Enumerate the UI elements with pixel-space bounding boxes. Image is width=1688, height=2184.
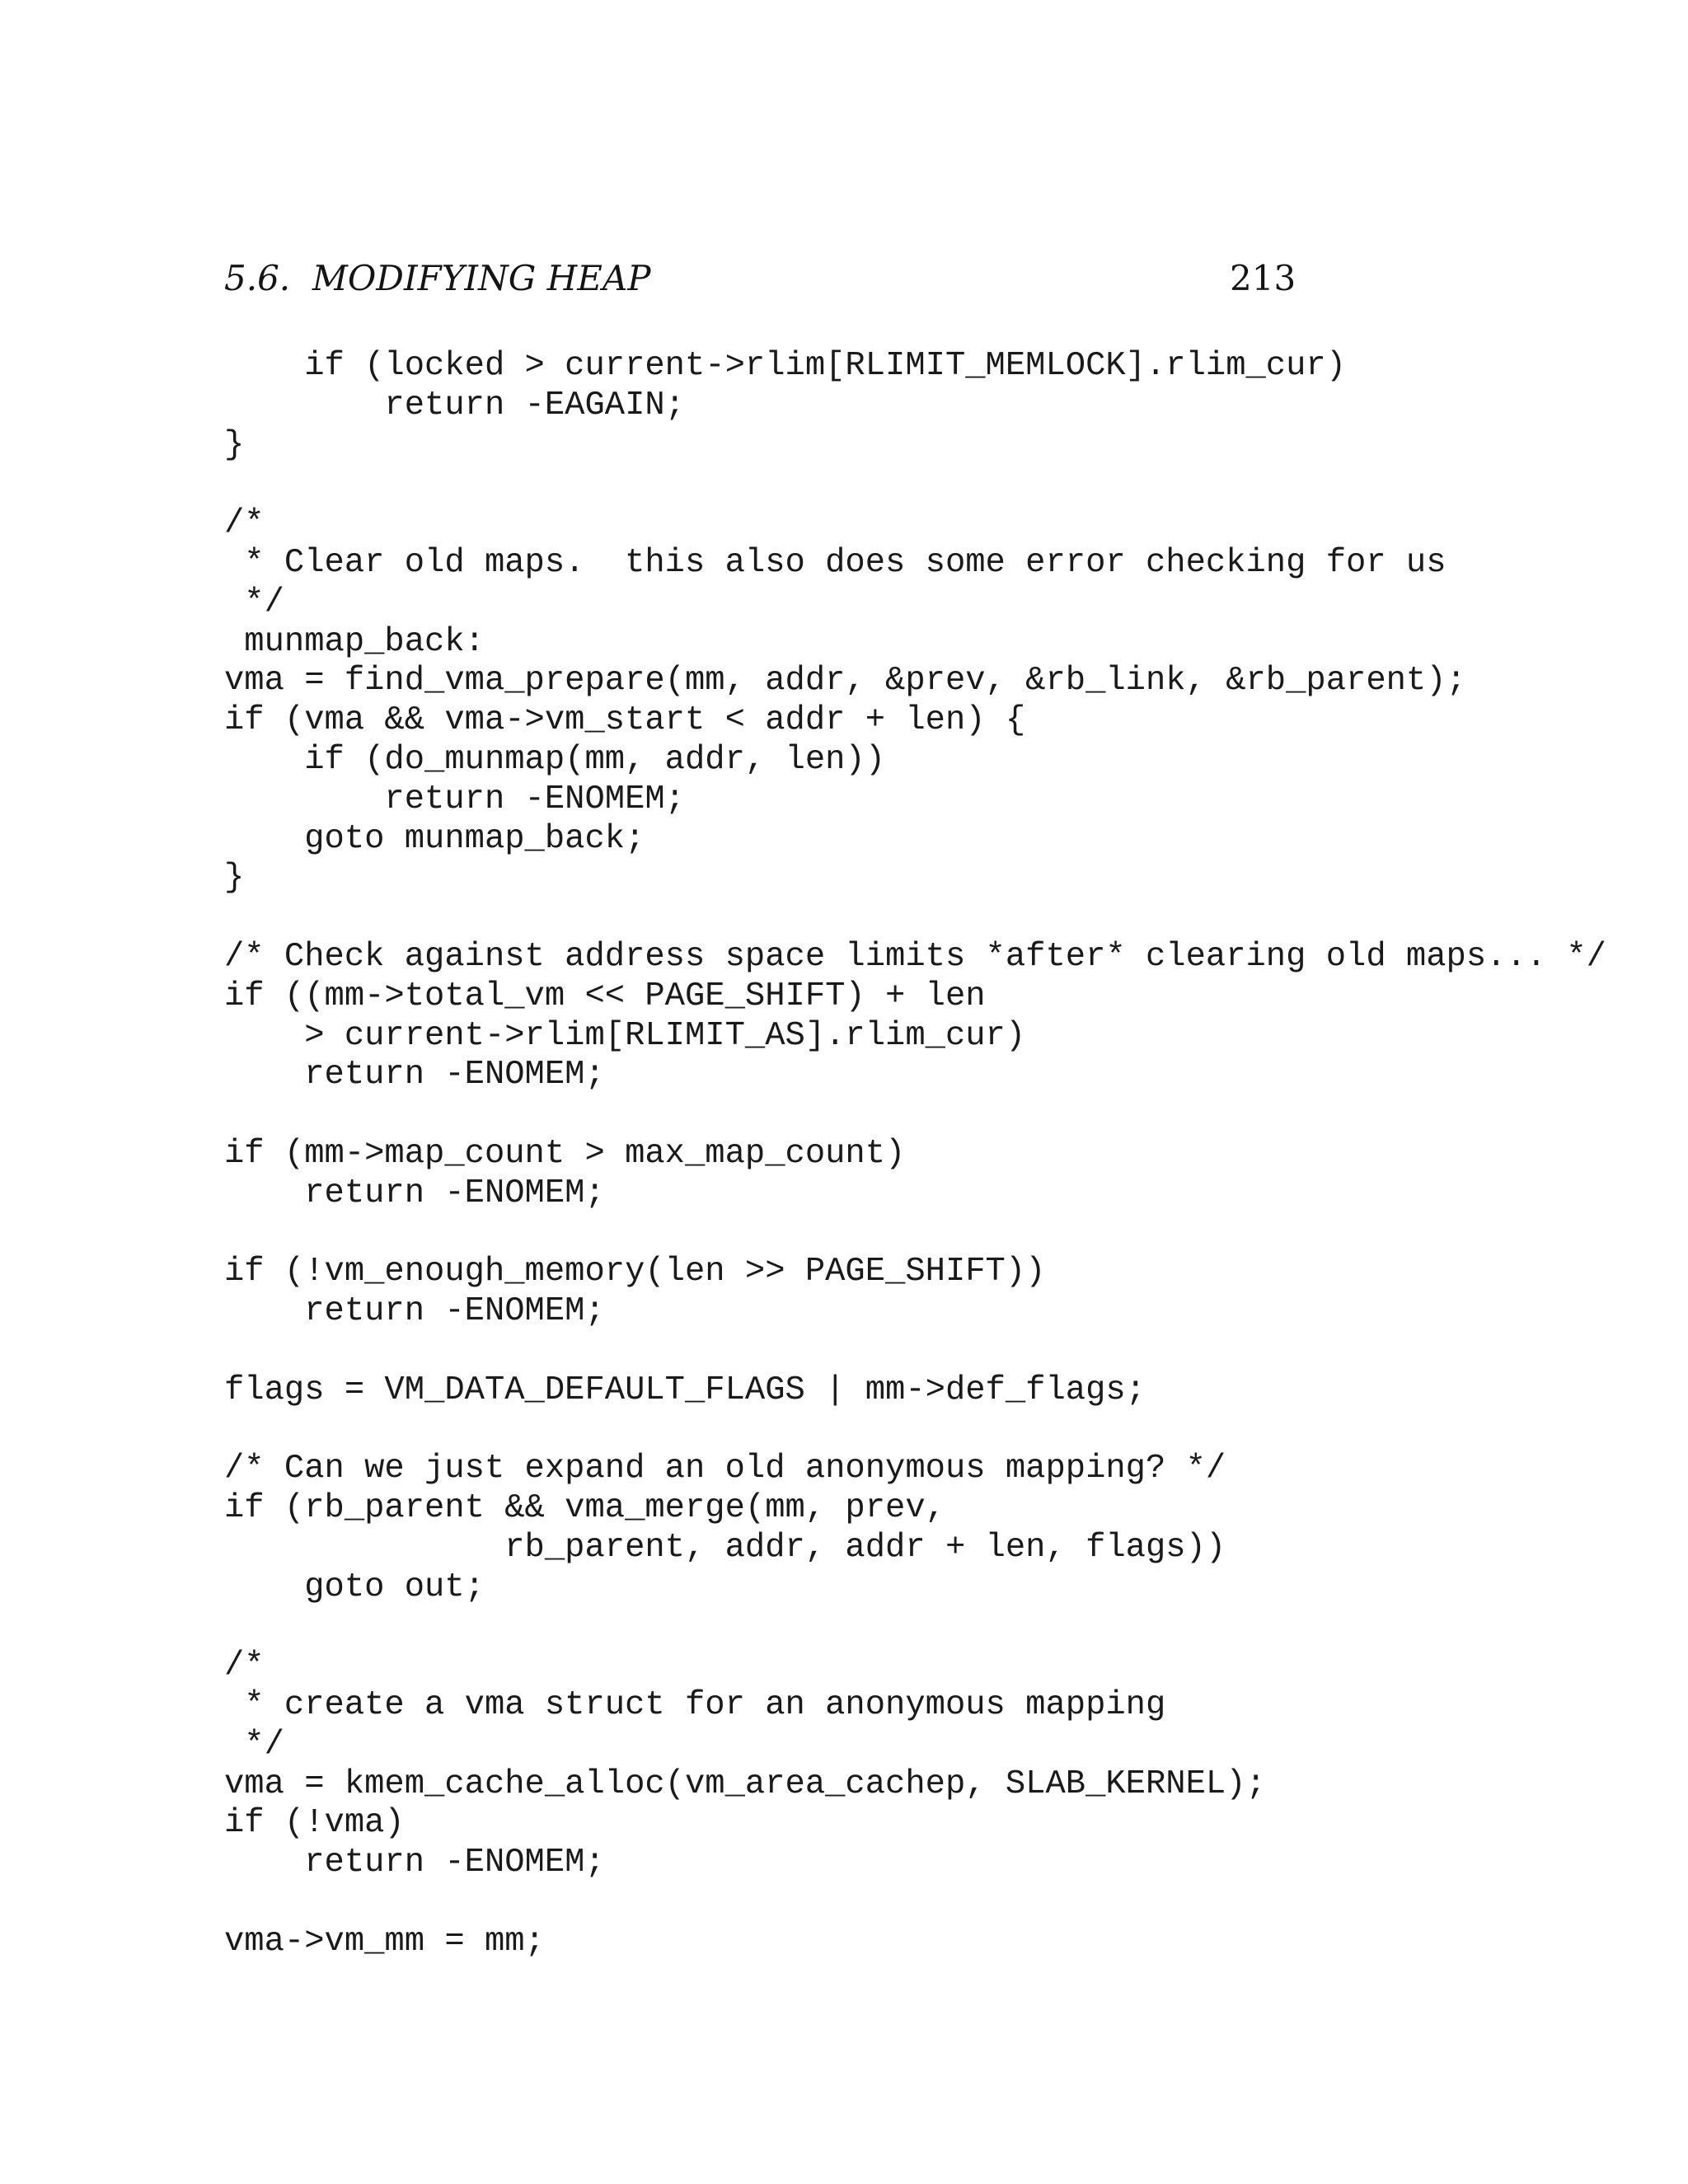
code-line: * Clear old maps. this also does some error checking for us xyxy=(224,543,1447,582)
section-title: 5.6. MODIFYING HEAP xyxy=(224,258,651,298)
code-line: return -ENOMEM; xyxy=(224,1292,605,1331)
code-line xyxy=(224,465,1606,504)
code-line: */ xyxy=(224,1725,284,1764)
code-line: /* xyxy=(224,504,265,543)
code-line: > current->rlim[RLIMIT_AS].rlim_cur) xyxy=(224,1016,1026,1055)
code-line: vma = find_vma_prepare(mm, addr, &prev, &rb_link, &rb_parent); xyxy=(224,662,1466,701)
code-line: if (mm->map_count > max_map_count) xyxy=(224,1134,906,1173)
code-line: vma = kmem_cache_alloc(vm_area_cachep, SLAB_KERNEL); xyxy=(224,1765,1266,1803)
code-line: return -ENOMEM; xyxy=(224,1844,605,1882)
code-line xyxy=(224,1608,1606,1647)
code-line: if ((mm->total_vm << PAGE_SHIFT) + len xyxy=(224,977,986,1015)
code-line: return -ENOMEM; xyxy=(224,1174,605,1212)
code-line xyxy=(224,1214,1606,1254)
code-line: goto munmap_back; xyxy=(224,819,645,858)
code-line: if (vma && vma->vm_start < addr + len) { xyxy=(224,701,1026,740)
code-line: if (!vma) xyxy=(224,1804,405,1843)
code-line: } xyxy=(224,425,245,464)
code-line: goto out; xyxy=(224,1568,485,1606)
code-line xyxy=(224,1411,1606,1451)
code-line: if (rb_parent && vma_merge(mm, prev, xyxy=(224,1489,945,1528)
code-listing xyxy=(224,347,1606,1962)
code-line: * create a vma struct for an anonymous mapping xyxy=(224,1686,1166,1725)
code-line: if (!vm_enough_memory(len >> PAGE_SHIFT)) xyxy=(224,1253,1046,1291)
code-line xyxy=(224,1332,1606,1371)
code-line: flags = VM_DATA_DEFAULT_FLAGS | mm->def_flags; xyxy=(224,1371,1146,1409)
code-line: if (do_munmap(mm, addr, len)) xyxy=(224,740,886,779)
code-line: vma->vm_mm = mm; xyxy=(224,1922,545,1961)
page-number: 213 xyxy=(1230,258,1296,298)
code-line xyxy=(224,1095,1606,1135)
code-line: return -EAGAIN; xyxy=(224,386,685,424)
code-line: /* Check against address space limits *after* clearing old maps... */ xyxy=(224,937,1606,976)
code-line: } xyxy=(224,859,245,898)
code-line: return -ENOMEM; xyxy=(224,780,685,818)
code-line: if (locked > current->rlim[RLIMIT_MEMLOCK].rlim_cur) xyxy=(224,347,1347,385)
code-line: munmap_back: xyxy=(224,622,485,661)
code-line: /* xyxy=(224,1647,265,1685)
page-header xyxy=(224,251,1296,309)
code-line: /* Can we just expand an old anonymous mapping? */ xyxy=(224,1450,1226,1488)
code-line: return -ENOMEM; xyxy=(224,1056,605,1094)
code-line: rb_parent, addr, addr + len, flags)) xyxy=(224,1528,1226,1567)
code-line xyxy=(224,1883,1606,1923)
code-line: */ xyxy=(224,583,284,621)
code-line xyxy=(224,898,1606,938)
